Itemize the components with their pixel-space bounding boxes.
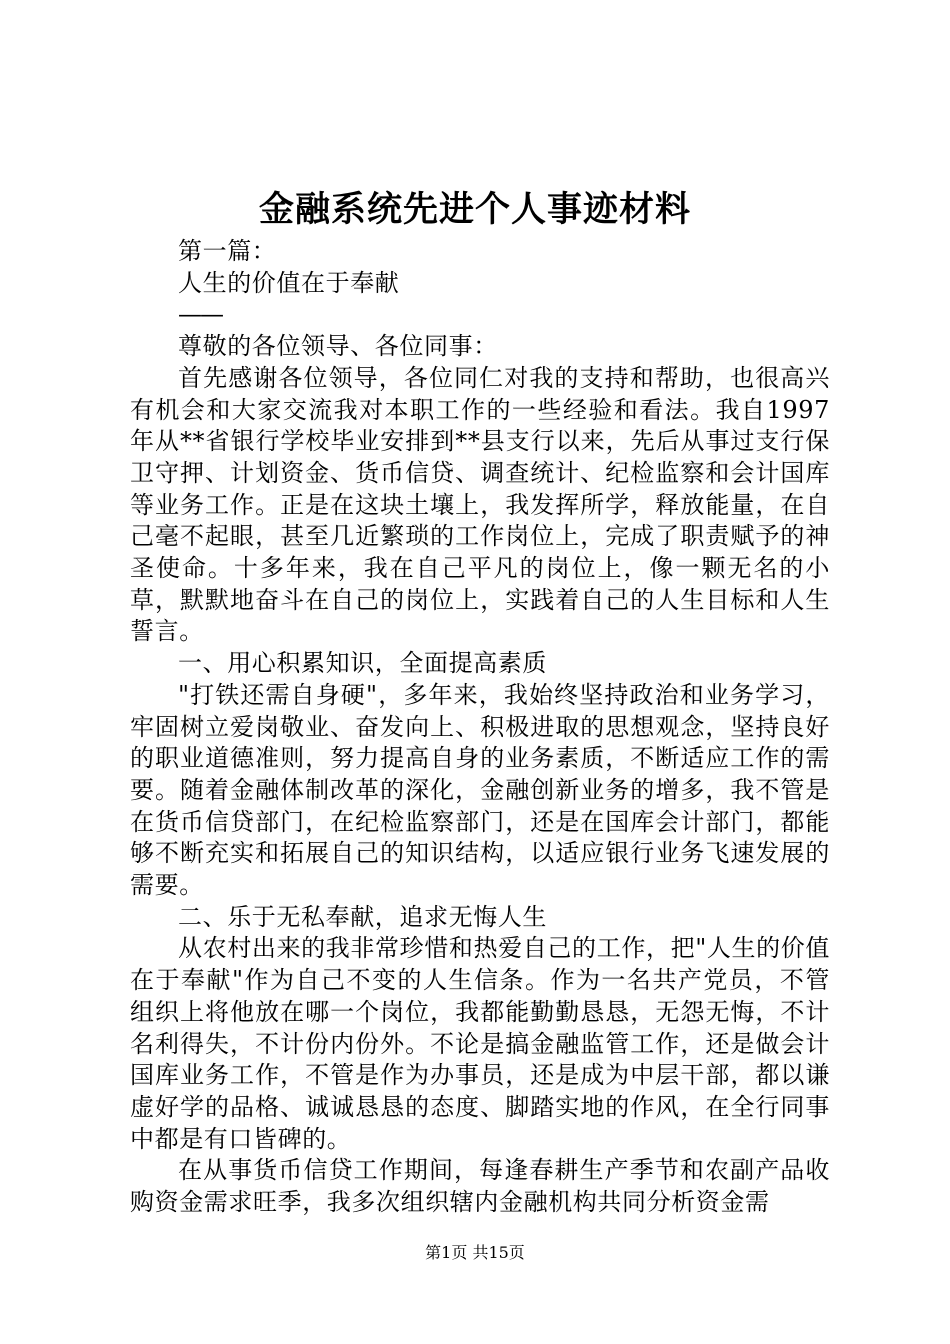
page-footer: [0, 1242, 950, 1264]
body-paragraph: 从农村出来的我非常珍惜和热爱自己的工作，把"人生的价值在于奉献"作为自己不变的人生信条。作为一名共产党员，不管组织上将他放在哪一个岗位，我都能勤勤恳恳，无怨无悔，不计名利得失，不计份内份外。不论是搞金融监管工作，还是做会计国库业务工作，不管是作为办事员，还是成为中层干部，都以谦虚好学的品格、诚诚恳恳的态度、脚踏实地的作风，在全行同事中都是有口皆碑的。: [130, 934, 830, 1153]
body-paragraph: 在从事货币信贷工作期间，每逢春耕生产季节和农副产品收购资金需求旺季，我多次组织辖内金融机构共同分析资金需: [130, 1156, 830, 1217]
document-body: [130, 236, 830, 1219]
section-subtitle: 人生的价值在于奉献: [178, 268, 400, 297]
salutation: 尊敬的各位领导、各位同事：: [178, 332, 498, 361]
section-heading: 二、乐于无私奉献，追求无悔人生: [178, 902, 547, 931]
page-number: 第1页 共15页: [425, 1243, 525, 1262]
body-paragraph: "打铁还需自身硬"，多年来，我始终坚持政治和业务学习，牢固树立爱岗敬业、奋发向上、积极进取的思想观念，坚持良好的职业道德准则，努力提高自身的业务素质，不断适应工作的需要。随着金融体制改革的深化，金融创新业务的增多，我不管是在货币信贷部门，在纪检监察部门，还是在国库会计部门，都能够不断充实和拓展自己的知识结构，以适应银行业务飞速发展的需要。: [130, 680, 830, 900]
document-title: 金融系统先进个人事迹材料: [258, 189, 691, 230]
dash-separator: ——: [178, 300, 222, 329]
body-paragraph: 首先感谢各位领导，各位同仁对我的支持和帮助，也很高兴有机会和大家交流我对本职工作的一些经验和看法。我自1997年从**省银行学校毕业安排到**县支行以来，先后从事过支行保卫守押、计划资金、货币信贷、调查统计、纪检监察和会计国库等业务工作。正是在这块土壤上，我发挥所学，释放能量，在自己毫不起眼，甚至几近繁琐的工作岗位上，完成了职责赋予的神圣使命。十多年来，我在自己平凡的岗位上，像一颗无名的小草，默默地奋斗在自己的岗位上，实践着自己的人生目标和人生誓言。: [130, 363, 830, 646]
section-heading: 一、用心积累知识，全面提高素质: [178, 649, 547, 678]
section-label: 第一篇：: [178, 237, 277, 265]
